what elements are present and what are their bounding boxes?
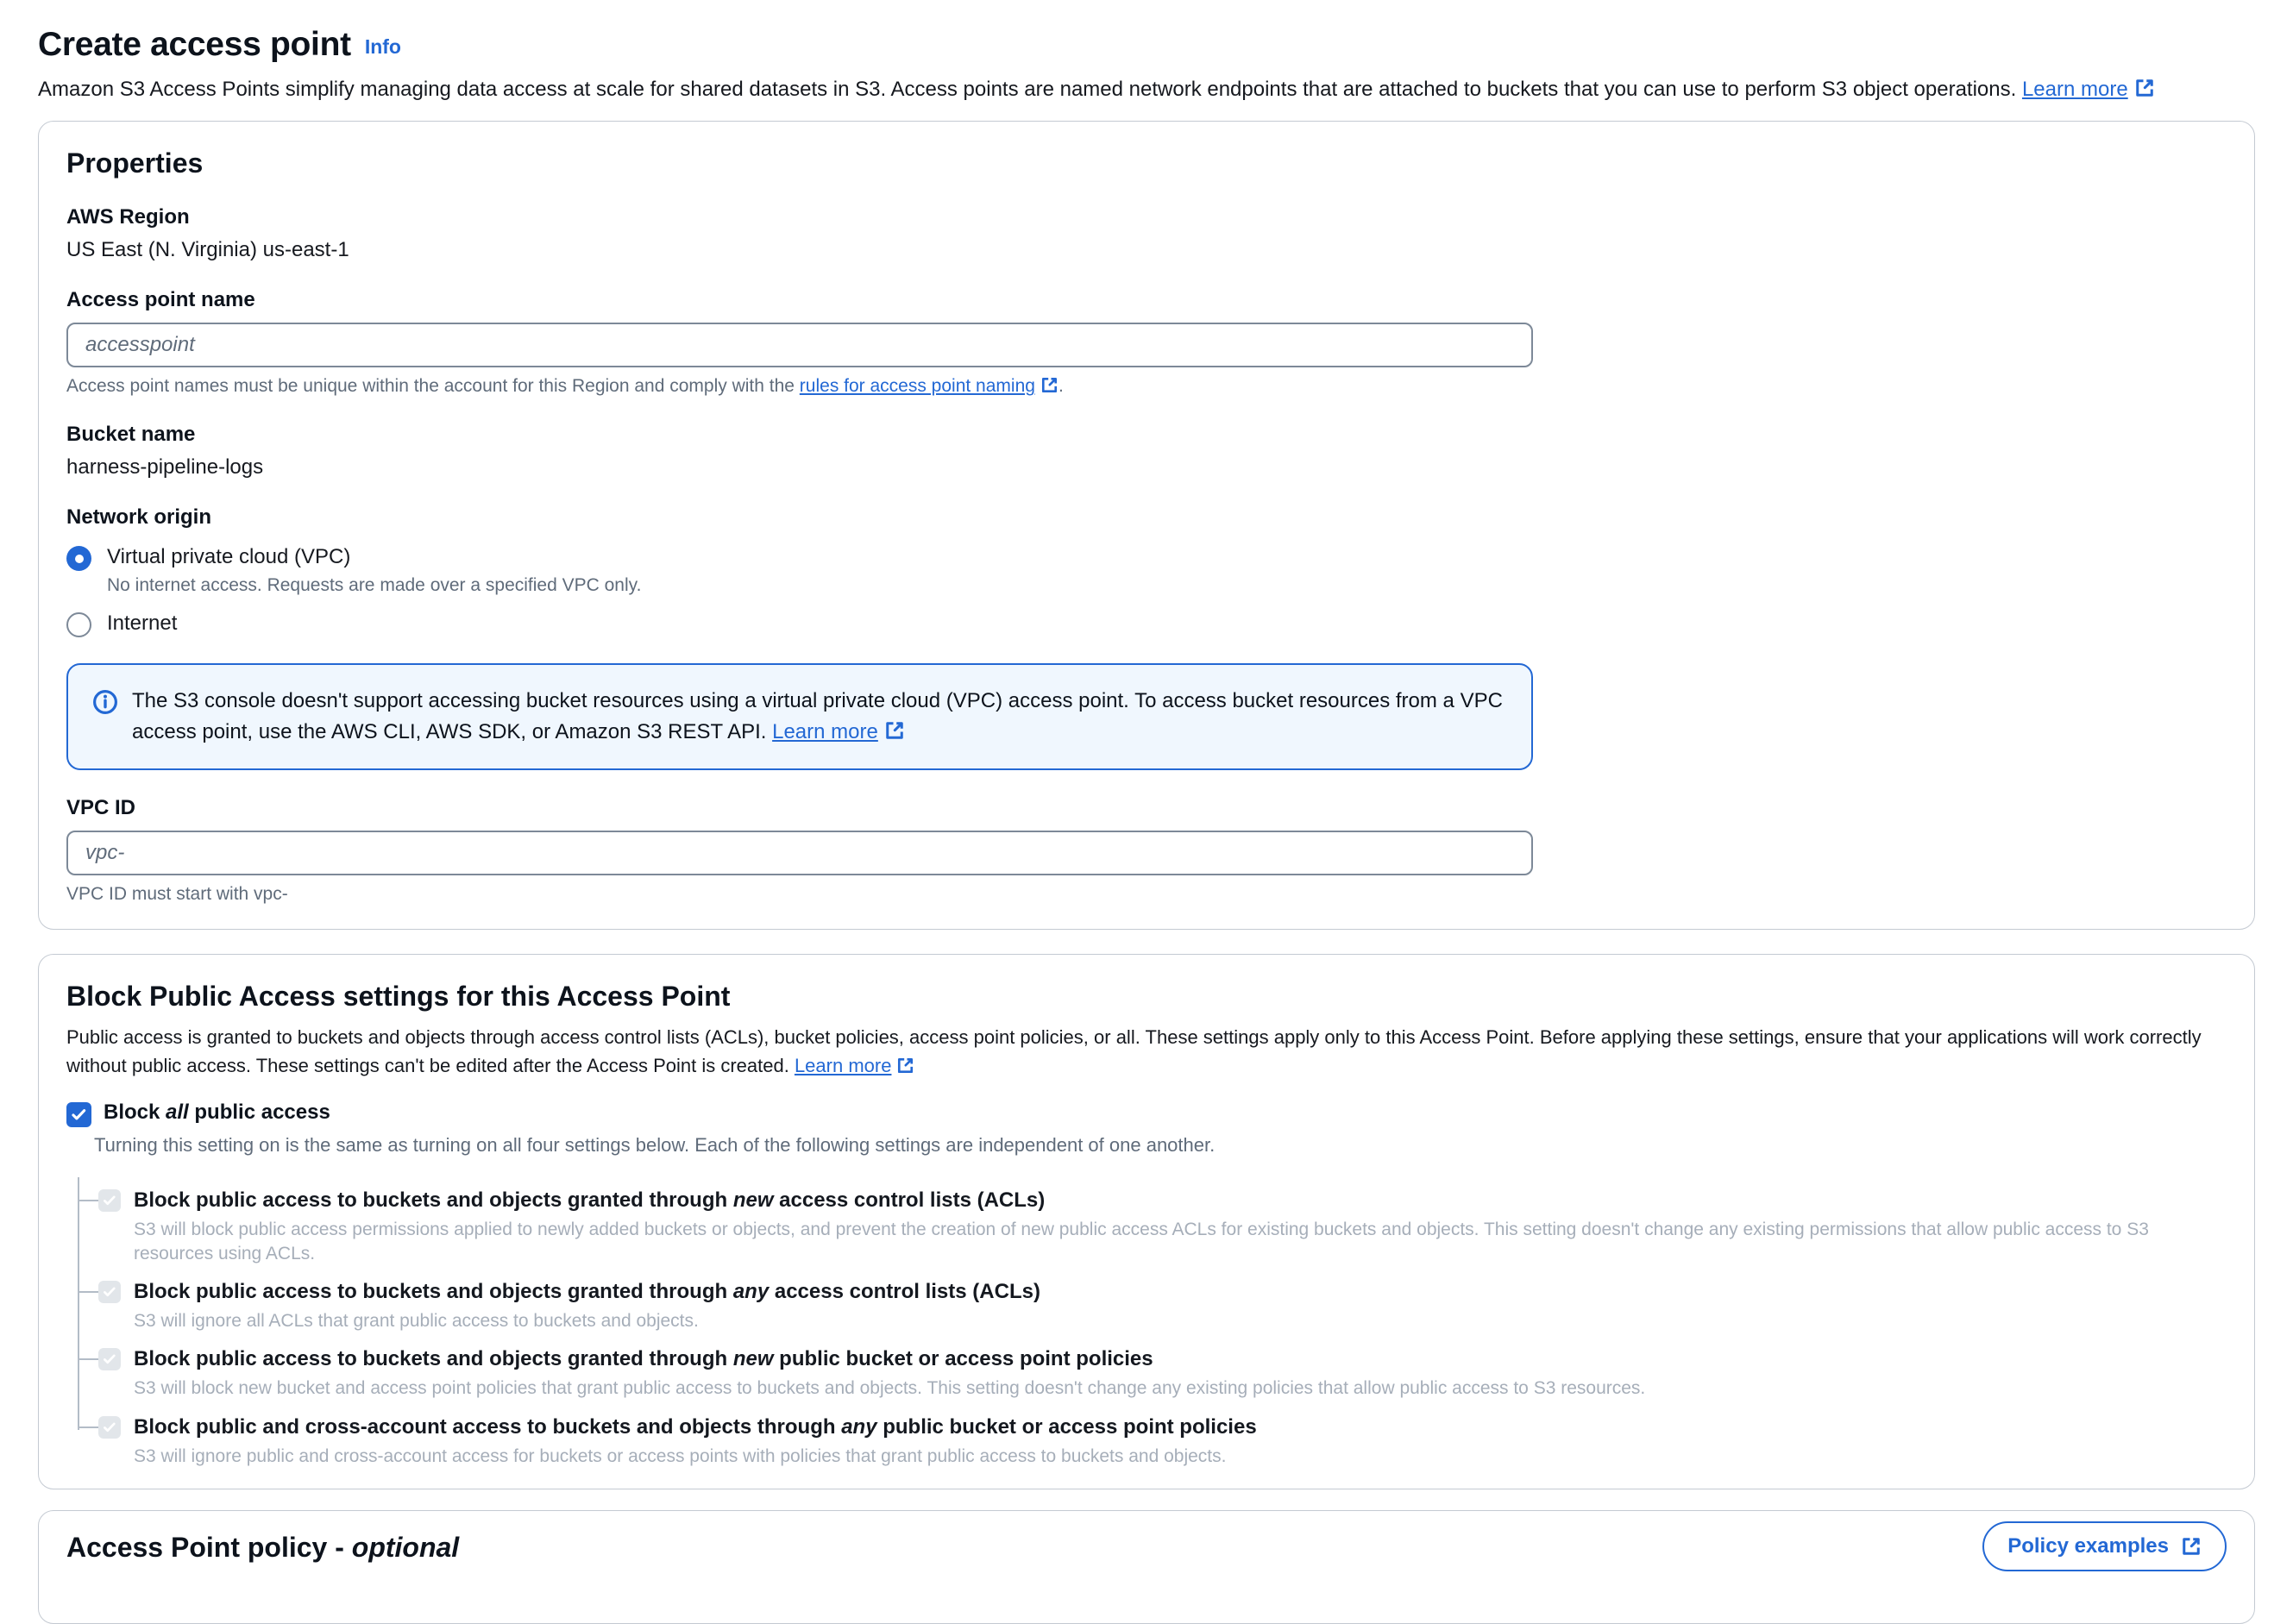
helper-text: Access point names must be unique within the account for this Region and comply with the: [66, 376, 800, 397]
sub-setting-row: [98, 1414, 2227, 1468]
access-point-name-field: [66, 288, 2227, 397]
network-origin-label: Network origin: [66, 505, 212, 530]
policy-examples-button[interactable]: Policy examples: [1982, 1521, 2227, 1571]
radio-internet-label: Internet: [107, 611, 178, 636]
external-link-icon: [896, 1057, 914, 1075]
external-link-icon: [884, 720, 905, 741]
block-public-access-description: [66, 1023, 2227, 1080]
sub-checkbox-disabled-checked: [98, 1281, 121, 1303]
network-origin-field: [66, 505, 2227, 637]
block-all-helper: Turning this setting on is the same as turning on all four settings below. Each of the following settings are independent of one another.: [94, 1134, 1216, 1157]
sub-checkbox-disabled-checked: [98, 1348, 121, 1370]
block-all-checkbox-checked[interactable]: [66, 1102, 91, 1127]
sub-checkbox-disabled-checked: [98, 1416, 121, 1439]
vpc-info-alert: [66, 663, 1533, 770]
sub-setting-row: [98, 1188, 2227, 1265]
info-circle-icon: [92, 689, 118, 715]
vpc-id-helper: VPC ID must start with vpc-: [66, 884, 288, 905]
aws-region-label: AWS Region: [66, 205, 190, 229]
vpc-alert-learn-more-link[interactable]: Learn more: [772, 720, 905, 743]
radio-vpc-selected[interactable]: [66, 546, 91, 571]
access-point-policy-heading: Access Point policy - optional: [66, 1531, 460, 1563]
access-point-name-input[interactable]: [66, 323, 1533, 367]
sub-setting-title: Block public access to buckets and objects granted through new public bucket or access point policies: [134, 1347, 1153, 1371]
sub-setting-description: S3 will block public access permissions applied to newly added buckets or objects, and prevent the creation of new public access ACLs for existing buckets and objects. This setting doesn't change any existing permissions that allow public access to S3 resources using ACLs.: [134, 1220, 2149, 1263]
radio-vpc-description: No internet access. Requests are made over a specified VPC only.: [107, 575, 642, 596]
aws-region-value: US East (N. Virginia) us-east-1: [66, 238, 349, 262]
external-link-icon: [2181, 1536, 2202, 1557]
info-link[interactable]: Info: [364, 35, 401, 58]
bucket-name-label: Bucket name: [66, 423, 196, 447]
properties-card: [38, 121, 2255, 930]
sub-setting-title: Block public and cross-account access to buckets and objects through any public bucket or access point policies: [134, 1414, 1257, 1439]
sub-setting-title: Block public access to buckets and objects granted through any access control lists (ACLs): [134, 1279, 1040, 1303]
sub-setting-content: [134, 1346, 1645, 1400]
page-description: [38, 76, 2255, 103]
access-point-name-helper: [66, 376, 2227, 397]
vpc-id-input[interactable]: [66, 831, 1533, 875]
radio-vpc-label: Virtual private cloud (VPC): [107, 545, 351, 569]
page-title: Create access point: [38, 26, 351, 63]
learn-more-link[interactable]: Learn more: [2022, 78, 2155, 101]
properties-heading: Properties: [66, 147, 204, 179]
sub-setting-row: [98, 1346, 2227, 1400]
external-link-icon: [2134, 78, 2155, 98]
sub-settings-tree: [78, 1188, 2227, 1467]
check-icon: [70, 1106, 88, 1124]
check-icon: [102, 1193, 117, 1208]
vpc-alert-content: [132, 686, 1507, 748]
vpc-id-field: [66, 796, 2227, 905]
bucket-name-value: harness-pipeline-logs: [66, 455, 264, 480]
block-public-access-card: [38, 954, 2255, 1489]
sub-setting-description: S3 will ignore all ACLs that grant public access to buckets and objects.: [134, 1310, 699, 1331]
aws-region-field: [66, 205, 2227, 262]
sub-setting-title: Block public access to buckets and objects granted through new access control lists (ACLs): [134, 1188, 1046, 1213]
access-point-policy-card: [38, 1510, 2255, 1624]
block-public-access-heading: Block Public Access settings for this Access Point: [66, 981, 731, 1013]
bucket-name-field: [66, 423, 2227, 480]
sub-checkbox-disabled-checked: [98, 1189, 121, 1212]
vpc-id-label: VPC ID: [66, 796, 136, 820]
bpa-description-text: Public access is granted to buckets and objects through access control lists (ACLs), bucket policies, access point policies, or all. These settings apply only to this Access Point. Before applying these settings, ensure that your applications will work correctly without public access. These settings can't be edited after the Access Point is created.: [66, 1026, 2202, 1077]
helper-suffix: .: [1058, 376, 1064, 397]
access-point-name-label: Access point name: [66, 288, 255, 312]
sub-setting-content: [134, 1188, 2227, 1265]
page-header: [38, 26, 2255, 103]
block-all-public-access-row[interactable]: [66, 1100, 2227, 1127]
external-link-icon: [1040, 376, 1059, 394]
sub-setting-content: [134, 1414, 1257, 1468]
check-icon: [102, 1284, 117, 1300]
page-description-text: Amazon S3 Access Points simplify managing data access at scale for shared datasets in S3. Access points are named network endpoints that are attached to buckets that you can use to perform S3 object operations.: [38, 78, 2017, 101]
radio-option-internet[interactable]: [66, 611, 2227, 637]
sub-setting-description: S3 will ignore public and cross-account access for buckets or access points with policies that grant public access to buckets and objects.: [134, 1445, 1227, 1466]
radio-internet-unselected[interactable]: [66, 612, 91, 637]
bpa-learn-more-link[interactable]: Learn more: [795, 1055, 915, 1076]
tree-connector-line: [78, 1177, 79, 1429]
sub-setting-description: S3 will block new bucket and access point policies that grant public access to buckets and objects. This setting doesn't change any existing policies that allow public access to S3 resources.: [134, 1378, 1646, 1399]
naming-rules-link[interactable]: rules for access point naming: [800, 376, 1059, 396]
check-icon: [102, 1420, 117, 1435]
vpc-alert-text: The S3 console doesn't support accessing bucket resources using a virtual private cloud (VPC) access point. To access bucket resources from a VPC access point, use the AWS CLI, AWS SDK, or Amazon S3 REST API.: [132, 689, 1503, 744]
check-icon: [102, 1351, 117, 1367]
sub-setting-row: [98, 1279, 2227, 1332]
radio-option-vpc[interactable]: [66, 545, 2227, 571]
sub-setting-content: [134, 1279, 1040, 1332]
block-all-label: Block all public access: [104, 1100, 330, 1125]
